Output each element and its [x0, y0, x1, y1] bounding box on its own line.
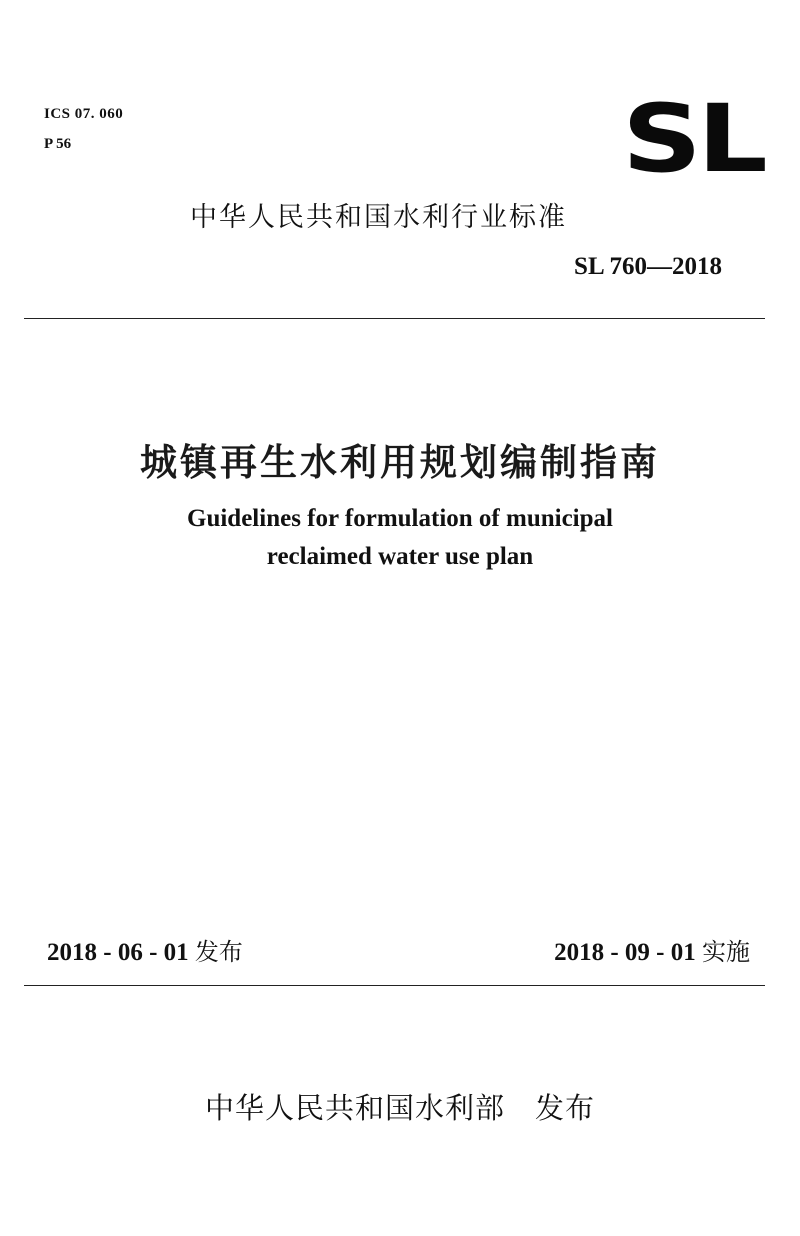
publisher-line [0, 1086, 800, 1127]
implement-label: 实施 [702, 938, 750, 966]
ics-code: ICS 07. 060 [44, 106, 124, 122]
issue-date-block [47, 932, 243, 967]
english-title-line-1: Guidelines for formulation of municipal [187, 505, 613, 532]
issue-label: 发布 [194, 938, 243, 966]
industry-standard-heading: 中华人民共和国水利行业标准 [190, 202, 567, 233]
publish-label: 发布 [535, 1091, 596, 1125]
issue-date: 2018 - 06 - 01 [47, 939, 189, 966]
document-title-chinese: 城镇再生水利用规划编制指南 [140, 441, 660, 484]
bottom-divider [24, 985, 765, 986]
implement-date: 2018 - 09 - 01 [554, 939, 696, 966]
sl-logo-text: SL [622, 85, 764, 194]
english-title-line-2: reclaimed water use plan [266, 543, 534, 570]
classification-code: P 56 [44, 136, 72, 152]
top-divider [24, 318, 765, 319]
implement-date-block [554, 932, 750, 967]
standard-number: SL 760—2018 [574, 253, 722, 280]
sl-logo [622, 85, 764, 194]
publisher-name: 中华人民共和国水利部 [204, 1091, 505, 1125]
document-title-english [0, 500, 800, 576]
